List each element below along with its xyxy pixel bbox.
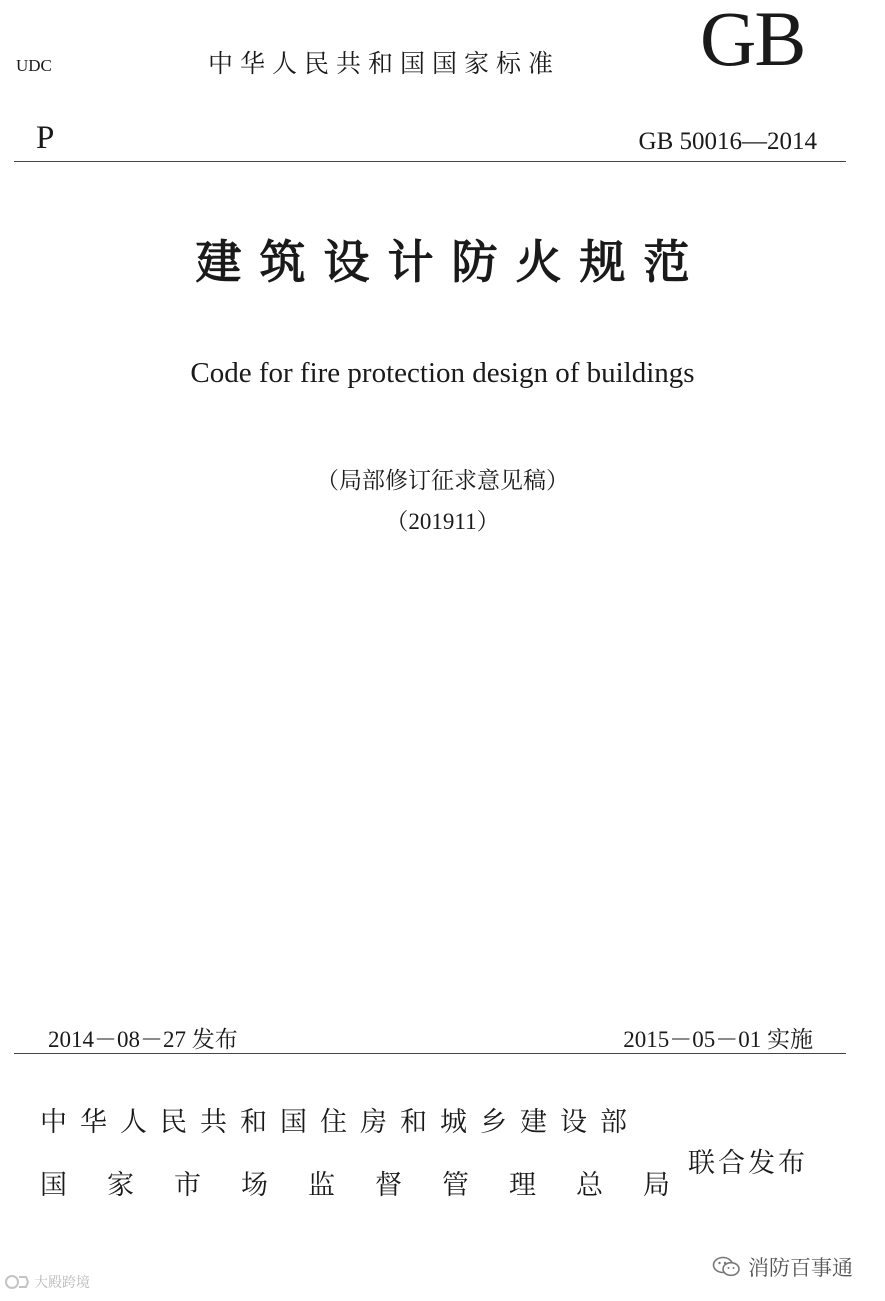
publisher-char: 市: [174, 1170, 201, 1201]
wechat-icon: [712, 1255, 742, 1279]
standard-number: GB 50016—2014: [638, 128, 817, 155]
publisher-char: 国: [40, 1170, 67, 1201]
udc-label: UDC: [16, 56, 52, 75]
issue-date: 2014－08－27 发布: [48, 1027, 238, 1052]
footer-divider: [14, 1053, 846, 1054]
watermark-left-text: 大殿跨境: [34, 1275, 90, 1291]
document-title: 建筑设计防火规范: [195, 235, 708, 289]
publisher-char: 理: [509, 1170, 536, 1201]
draft-subtitle: （局部修订征求意见稿）: [316, 468, 569, 494]
publisher-administration: [40, 1163, 670, 1202]
publisher-char: 局: [643, 1170, 670, 1201]
watermark-left: [4, 1272, 90, 1292]
publisher-char: 家: [107, 1170, 134, 1201]
publisher-char: 场: [241, 1170, 268, 1201]
publisher-char: 管: [442, 1170, 469, 1201]
publisher-ministry: 中华人民共和国住房和城乡建设部: [40, 1107, 640, 1138]
publisher-char: 督: [375, 1170, 402, 1201]
effective-date: 2015－05－01 实施: [623, 1027, 813, 1052]
classification-code: P: [36, 120, 55, 156]
gb-logo: GB: [700, 0, 805, 82]
joint-release-label: 联合发布: [688, 1148, 808, 1179]
draft-date: （201911）: [385, 509, 500, 534]
watermark-right: [712, 1252, 853, 1282]
publisher-char: 监: [308, 1170, 335, 1201]
publisher-char: 总: [576, 1170, 603, 1201]
camera-logo-icon: [4, 1273, 30, 1291]
national-standard-heading: 中华人民共和国国家标准: [208, 49, 561, 78]
header-divider: [14, 161, 846, 162]
english-title: Code for fire protection design of buildings: [190, 357, 695, 389]
watermark-right-text: 消防百事通: [748, 1256, 853, 1280]
